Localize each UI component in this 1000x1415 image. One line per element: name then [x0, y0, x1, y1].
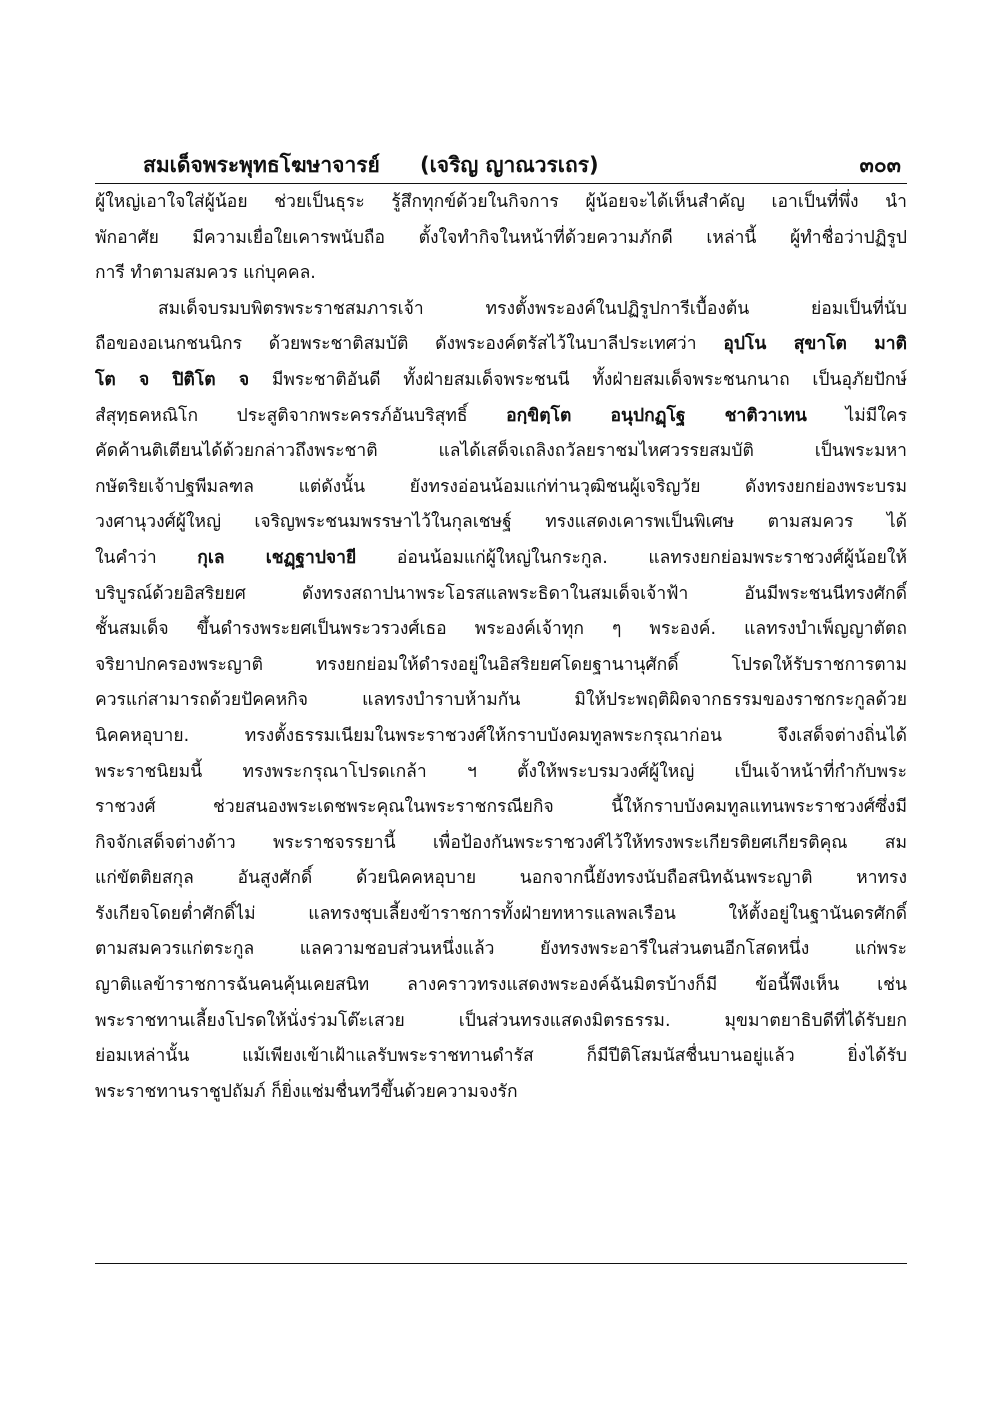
text-line-25: ย่อมเหล่านั้น แม้เพียงเข้าเฝ้าแลรับพระราชทานดำรัส ก็มีปีติโสมนัสชื่นบานอยู่แล้ว ยิ่งได้รับ	[95, 1046, 907, 1067]
text-line-3: การี ทำตามสมควร แก่บุคคล.	[95, 263, 316, 284]
header-author: (เจริญ ญาณวรเถร)	[420, 153, 599, 177]
running-header	[95, 143, 907, 183]
text-line-1: ผู้ใหญ่เอาใจใส่ผู้น้อย ช่วยเป็นธุระ รู้สึกทุกข์ด้วยในกิจการ ผู้น้อยจะได้เห็นสำคัญ เอาเป็นที่พึ่ง นำ	[95, 192, 907, 212]
pali-phrase: กุเล เชฏฺฐาปจายี	[197, 547, 357, 568]
text-line-2: พักอาศัย มีความเยื่อใยเคารพนับถือ ตั้งใจทำกิจในหน้าที่ด้วยความภักดี เหล่านี้ ผู้ทำชื่อว่าปฏิรูป	[95, 227, 907, 248]
text-line-21: รังเกียจโดยต่ำศักดิ์ไม่ แลทรงชุบเลี้ยงข้าราชการทั้งฝ่ายทหารแลพลเรือน ให้ตั้งอยู่ในฐานันดรศักดิ์	[95, 903, 907, 924]
text-line-15: ควรแก่สามารถด้วยปัคคหกิจ แลทรงบำราบห้ามกัน มิให้ประพฤติผิดจากธรรมของราชกระกูลด้วย	[95, 690, 907, 711]
header-rule	[95, 183, 907, 184]
header-title: สมเด็จพระพุทธโฆษาจารย์	[143, 153, 380, 177]
text-line-8: คัดค้านติเตียนได้ด้วยกล่าวถึงพระชาติ แลได้เสด็จเถลิงถวัลยราชมไหศวรรยสมบัติ เป็นพระมหา	[95, 441, 907, 462]
page-number: ๓๐๓	[859, 153, 901, 177]
text-line-17: พระราชนิยมนี้ ทรงพระกรุณาโปรดเกล้า ฯ ตั้งให้พระบรมวงศ์ผู้ใหญ่ เป็นเจ้าหน้าที่กำกับพระ	[95, 761, 907, 782]
text-line-22: ตามสมควรแก่ตระกูล แลความชอบส่วนหนึ่งแล้ว ยังทรงพระอารีในส่วนตนอีกโสดหนึ่ง แก่พระ	[95, 939, 907, 960]
text-line-24: พระราชทานเลี้ยงโปรดให้นั่งร่วมโต๊ะเสวย เป็นส่วนทรงแสดงมิตรธรรม. มุขมาตยาธิบดีที่ได้รับยก	[95, 1010, 907, 1031]
text-line-5: ถือของอเนกชนนิกร ด้วยพระชาติสมบัติ ดังพระองค์ตรัสไว้ในบาลีประเทศว่า อุปโน สุขาโต มาติ	[95, 334, 907, 355]
text-line-19: กิจจักเสด็จต่างด้าว พระราชจรรยานี้ เพื่อป้องกันพระราชวงศ์ไว้ให้ทรงพระเกียรติยศเกียรติคุณ สม	[95, 832, 907, 853]
text-line-20: แก่ขัตติยสกุล อันสูงศักดิ์ ด้วยนิคคหอุบาย นอกจากนี้ยังทรงนับถือสนิทฉันพระญาติ หาทรง	[95, 868, 907, 889]
footer-rule	[95, 1263, 907, 1264]
text-line-23: ญาติแลข้าราชการฉันคนคุ้นเคยสนิท ลางคราวทรงแสดงพระองค์ฉันมิตรบ้างก็มี ข้อนี้พึงเห็น เช่น	[95, 975, 907, 996]
text-line-12: บริบูรณ์ด้วยอิสริยยศ ดังทรงสถาปนาพระโอรสแลพระธิดาในสมเด็จเจ้าฟ้า อันมีพระชนนีทรงศักดิ์	[95, 583, 907, 604]
text-line-10: วงศานุวงศ์ผู้ใหญ่ เจริญพระชนมพรรษาไว้ในกุลเชษฐ์ ทรงแสดงเคารพเป็นพิเศษ ตามสมควร ได้	[95, 512, 907, 533]
pali-phrase: อุปโน สุขาโต มาติ	[723, 334, 907, 355]
text-line-16: นิคคหอุบาย. ทรงตั้งธรรมเนียมในพระราชวงศ์ให้กราบบังคมทูลพระกรุณาก่อน จึงเสด็จต่างถิ่นได้	[95, 725, 907, 746]
text-line-6: โต จ ปิติโต จ มีพระชาติอันดี ทั้งฝ่ายสมเด็จพระชนนี ทั้งฝ่ายสมเด็จพระชนกนาถ เป็นอุภัยปักษ์	[95, 369, 907, 390]
text-line-14: จริยาปกครองพระญาติ ทรงยกย่อมให้ดำรงอยู่ในอิสริยยศโดยฐานานุศักดิ์ โปรดให้รับราชการตาม	[95, 654, 907, 675]
pali-phrase: อกฺขิตฺโต อนุปกฏฺโฐ ชาติวาเทน	[506, 405, 807, 426]
text-line-13: ชั้นสมเด็จ ขึ้นดำรงพระยศเป็นพระวรวงศ์เธอ พระองค์เจ้าทุก ๆ พระองค์. แลทรงบำเพ็ญญาตัตถ	[95, 619, 907, 640]
text-line-4: สมเด็จบรมบพิตรพระราชสมภารเจ้า ทรงตั้งพระองค์ในปฏิรูปการีเบื้องต้น ย่อมเป็นที่นับ	[158, 298, 907, 319]
text-line-11: ในคำว่า กุเล เชฏฺฐาปจายี อ่อนน้อมแก่ผู้ใหญ่ในกระกูล. แลทรงยกย่อมพระราชวงศ์ผู้น้อยให้	[95, 547, 907, 568]
body-text	[95, 185, 907, 1110]
text-line-9: กษัตริยเจ้าปฐพีมลฑล แต่ดังนั้น ยังทรงอ่อนน้อมแก่ท่านวุฒิชนผู้เจริญวัย ดังทรงยกย่องพระบรม	[95, 476, 907, 497]
text-line-26: พระราชทานราชูปถัมภ์ ก็ยิ่งแช่มชื่นทวีขึ้นด้วยความจงรัก	[95, 1081, 518, 1102]
pali-phrase: โต จ ปิติโต จ	[95, 369, 250, 390]
text-line-18: ราชวงศ์ ช่วยสนองพระเดชพระคุณในพระราชกรณียกิจ นี้ให้กราบบังคมทูลแทนพระราชวงศ์ซึ่งมี	[95, 797, 907, 818]
text-line-7: สํสุทฺธคหณิโก ประสูติจากพระครรภ์อันบริสุทธิ์ อกฺขิตฺโต อนุปกฏฺโฐ ชาติวาเทน ไม่มีใคร	[95, 405, 907, 426]
